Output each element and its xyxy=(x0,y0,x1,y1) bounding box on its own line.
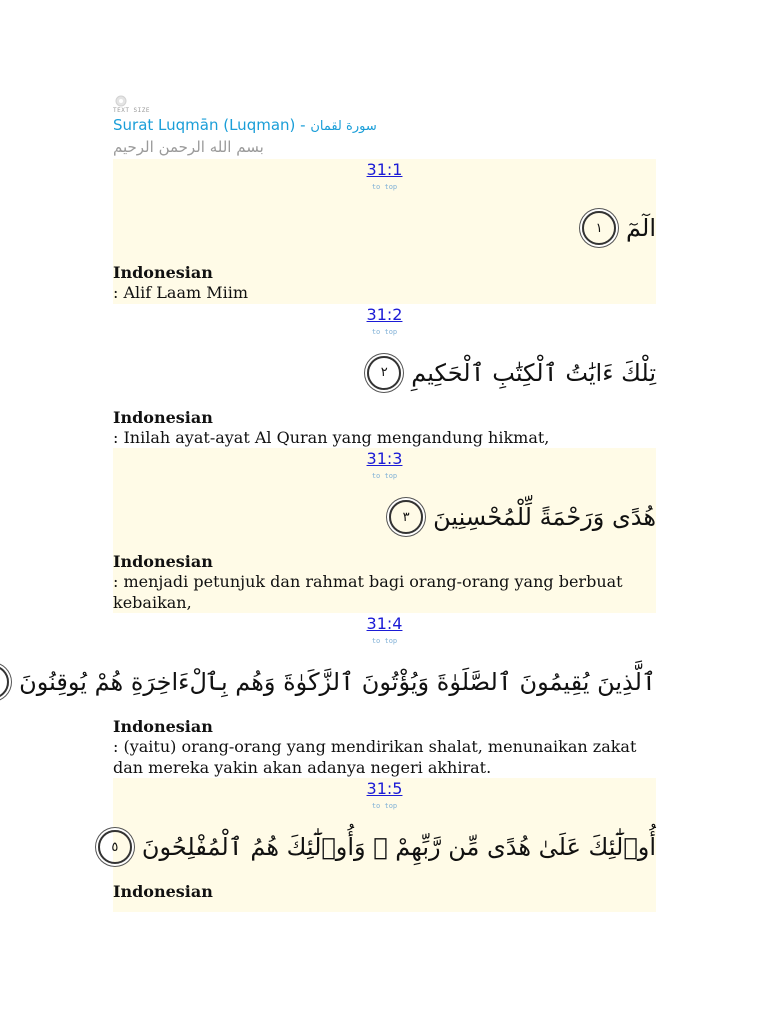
arabic-line xyxy=(113,482,656,552)
text-size-label[interactable]: TEXT SIZE xyxy=(113,107,151,114)
arabic-text: الٓمٓ xyxy=(626,214,656,242)
to-top xyxy=(113,326,656,338)
verse-block xyxy=(113,778,656,912)
to-top xyxy=(113,181,656,193)
arabic-line xyxy=(113,338,656,408)
translation-text: : Alif Laam Miim xyxy=(113,283,249,302)
surat-title xyxy=(113,115,656,135)
page-content xyxy=(19,94,656,912)
verse-link[interactable]: 31:5 xyxy=(366,779,403,798)
translation-language: Indonesian xyxy=(113,263,213,282)
to-top-link[interactable]: to top xyxy=(371,802,398,810)
arabic-line xyxy=(19,647,656,717)
arabic-line xyxy=(113,193,656,263)
verse-block xyxy=(113,159,656,304)
verse-link[interactable]: 31:2 xyxy=(366,304,403,324)
translation-language: Indonesian xyxy=(113,552,213,571)
ayah-number-marker: ٢ xyxy=(367,356,401,390)
arabic-text: هُدًى وَرَحْمَةً لِّلْمُحْسِنِينَ xyxy=(433,503,656,531)
ayah-number-marker: ٣ xyxy=(389,500,423,534)
translation-language: Indonesian xyxy=(113,717,213,736)
to-top xyxy=(113,800,656,812)
verse-link[interactable]: 31:3 xyxy=(366,449,403,468)
surat-title-latin: Surat Luqmān (Luqman) - xyxy=(113,116,311,134)
verse-number xyxy=(113,613,656,635)
to-top-link[interactable]: to top xyxy=(371,637,398,645)
verse-number xyxy=(113,778,656,800)
verse-block xyxy=(113,304,656,449)
arabic-verse xyxy=(389,500,656,534)
arabic-verse xyxy=(98,830,656,864)
to-top xyxy=(113,635,656,647)
arabic-line xyxy=(113,812,656,882)
verse-block xyxy=(113,448,656,613)
translation-text: : (yaitu) orang-orang yang mendirikan shalat, menunaikan zakat dan mereka yakin akan adanya negeri akhirat. xyxy=(113,737,637,777)
translation-text: : Inilah ayat-ayat Al Quran yang mengandung hikmat, xyxy=(113,427,550,447)
bismillah: بسم الله الرحمن الرحيم xyxy=(113,138,264,156)
ayah-number-marker xyxy=(0,665,9,699)
ayah-number-marker: ١ xyxy=(582,211,616,245)
arabic-verse xyxy=(367,356,656,390)
gear-icon[interactable] xyxy=(115,94,127,106)
arabic-text: ٱلَّذِينَ يُقِيمُونَ ٱلصَّلَوٰةَ وَيُؤْتُونَ ٱلزَّكَوٰةَ وَهُم بِٱلْءَاخِرَةِ هُمْ يُوقِنُونَ xyxy=(19,668,656,696)
verse-number xyxy=(113,448,656,470)
translation-text: : menjadi petunjuk dan rahmat bagi orang-orang yang berbuat kebaikan, xyxy=(113,572,623,612)
surat-title-arabic: سورة لقمان xyxy=(310,119,377,134)
ayah-number-marker: ٥ xyxy=(98,830,132,864)
to-top-link[interactable]: to top xyxy=(371,183,398,191)
arabic-text: تِلْكَ ءَايَٰتُ ٱلْكِتَٰبِ ٱلْحَكِيمِ xyxy=(411,358,656,387)
arabic-text: أُو۟لَٰٓئِكَ عَلَىٰ هُدًى مِّن رَّبِّهِمْ ۖ وَأُو۟لَٰٓئِكَ هُمُ ٱلْمُفْلِحُونَ xyxy=(141,833,656,861)
to-top-link[interactable]: to top xyxy=(371,472,398,480)
arabic-verse xyxy=(582,211,656,245)
verse-number xyxy=(113,304,656,326)
arabic-verse xyxy=(0,665,656,699)
verse-spacer xyxy=(113,902,656,912)
verse-list xyxy=(19,159,656,912)
translation-language: Indonesian xyxy=(113,407,213,427)
verse-number xyxy=(113,159,656,181)
to-top-link[interactable]: to top xyxy=(371,327,398,336)
verse-block xyxy=(19,613,656,778)
translation-language: Indonesian xyxy=(113,882,213,901)
verse-link[interactable]: 31:1 xyxy=(366,160,403,179)
verse-link[interactable]: 31:4 xyxy=(366,614,403,633)
to-top xyxy=(113,470,656,482)
